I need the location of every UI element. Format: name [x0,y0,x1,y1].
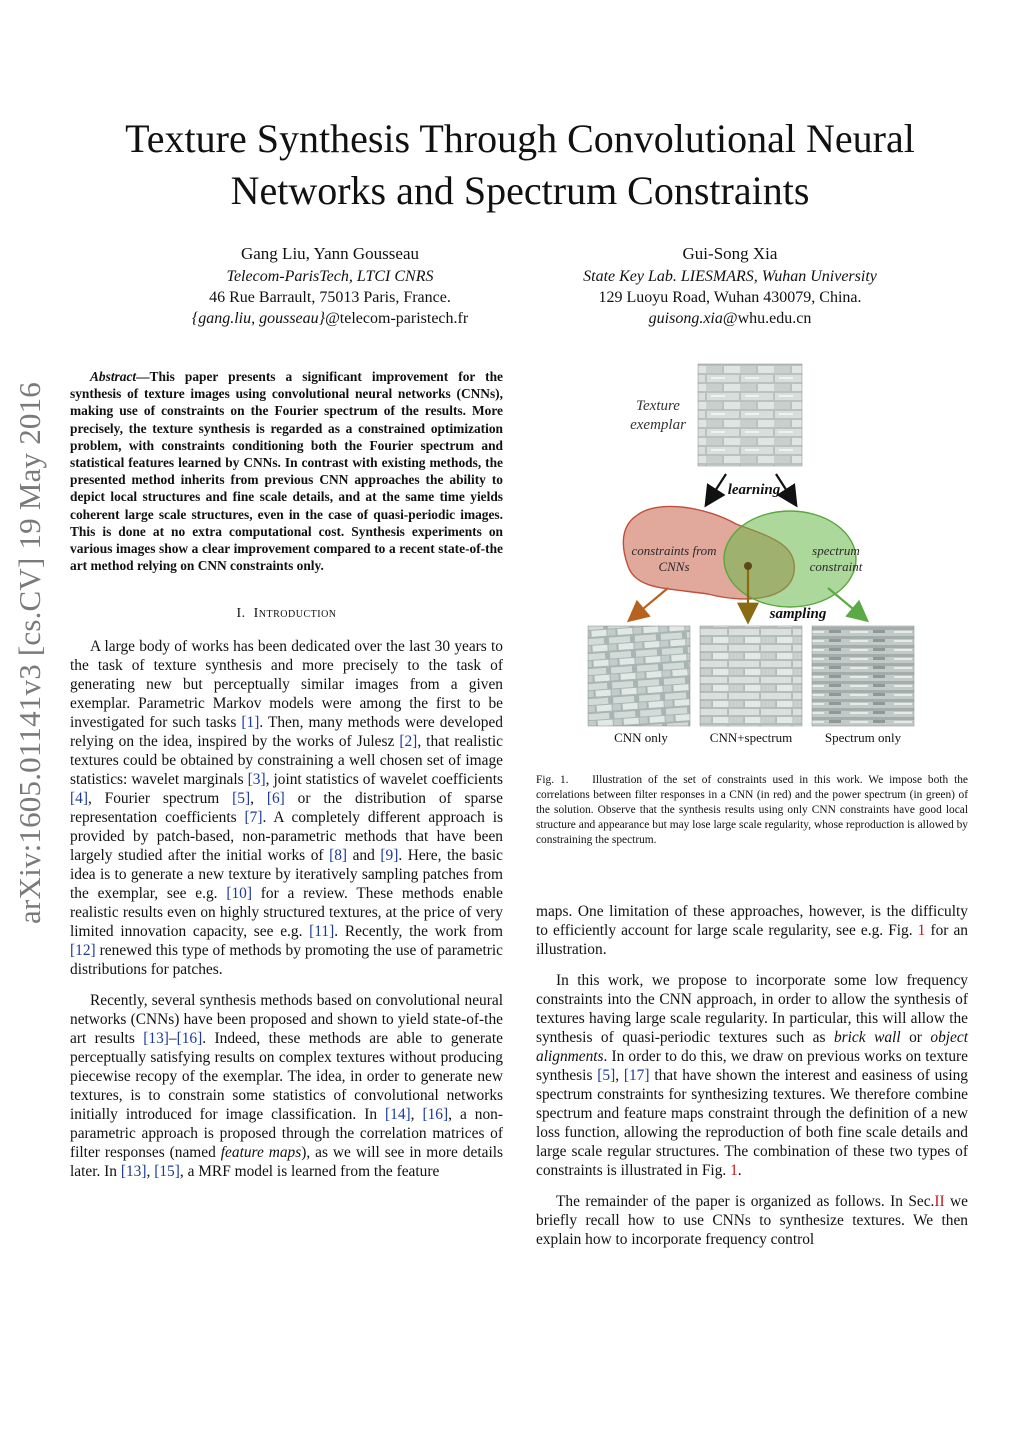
arxiv-identifier-stamp: arXiv:1605.01141v3 [cs.CV] 19 May 2016 [12,381,47,924]
right-paragraph-2: In this work, we propose to incorporate some low frequency constraints into the CNN approach, in order to allow the synthesis of textures having large scale regularity. In particular, this will allow the synthesis of quasi-periodic textures such as brick wall or object alignments. In order to do this, we draw on previous works on texture synthesis [5], [17] that have shown the interest and easiness of using spectrum constraints for synthesizing textures. We therefore combine spectrum and feature maps constraint through the definition of a new loss function, allowing the reproduction of both fine scale details and large scale regular structures. The combination of these two types of constraints is illustrated in Fig. 1. [536,972,968,1179]
abstract [70,368,503,574]
author-affiliation: Telecom-ParisTech, LTCI CNRS [226,268,434,285]
citation-link[interactable]: [5] [232,790,251,808]
section-title: Introduction [253,606,337,622]
citation-link[interactable]: [13] [143,1030,169,1048]
paper-title: Texture Synthesis Through Convolutional Neural Networks and Spectrum Constraints [125,115,915,213]
author-email [520,308,940,329]
intersection-dot [744,562,752,570]
citation-link[interactable]: [16] [422,1106,449,1124]
result-image-spectrum-only [812,626,914,726]
citation-link[interactable]: [1] [241,714,260,732]
citation-link[interactable]: [3] [247,771,266,789]
citation-link[interactable]: [8] [329,847,348,865]
caption-text: Illustration of the set of constraints used in this work. We impose both the correlations between filter responses in a CNN (in red) and the power spectrum (in green) of the solution. Observe that the synthesis results using only CNN constraints have good local structure and appearance but may lose large scale regularity, whose reproduction is allowed by constraining the spectrum. [536,774,968,846]
exemplar-label-line2: exemplar [630,417,686,433]
citation-link[interactable]: [2] [399,733,418,751]
citation-link[interactable]: [4] [70,790,88,808]
email-user: {gang.liu, gousseau} [191,310,326,327]
right-paragraph-1: maps. One limitation of these approaches, however, is the difficulty to efficiently account for large scale regularity, see e.g. Fig. 1 for an illustration. [536,903,969,958]
result-label-spectrum-only: Spectrum only [824,730,902,745]
abstract-dash: — [136,369,150,384]
intro-paragraph-1: A large body of works has been dedicated over the last 30 years to the task of texture synthesis and more precisely to the task of generating new but perceptually similar images from a given exemplar. Parametric Markov models were among the first to be investigated for such tasks [1]. Then, many methods were developed relying on the idea, inspired by the works of Julesz [2], that realistic textures could be obtained by constraining a well chosen set of image statistics: wavelet marginals [3], joint statistics of wavelet coefficients [4], Fourier spectrum [5], [6] or the distribution of sparse representation coefficients [7]. A completely different approach is provided by patch-based, non-parametric methods that have been largely studied after the initial works of [8] and [9]. Here, the basic idea is to generate a new texture by iteratively sampling patches from the exemplar, see e.g. [10] for a review. These methods enable realistic results even on highly structured textures, at the price of very limited innovation capacity, see e.g. [11]. Recently, the work from [12] renewed this type of methods by promoting the use of parametric distributions for patches. [70,638,504,979]
citation-link[interactable]: [13] [120,1163,147,1181]
author-email [120,308,540,329]
author-address: 129 Luoyu Road, Wuhan 430079, China. [598,289,862,306]
result-label-cnn-spectrum: CNN+spectrum [709,730,793,745]
citation-link[interactable]: [7] [244,809,263,827]
emphasis-term: feature maps [220,1144,302,1162]
citation-link[interactable]: [11] [309,923,335,941]
abstract-text: This paper presents a significant improvement for the synthesis of texture images using convolutional neural networks (CNNs), making use of constraints on the Fourier spectrum of the results. More precisely, the texture synthesis is regarded as a constrained optimization problem, with constraints conditioning both the Fourier spectrum and statistical features learned by CNNs. In contrast with existing methods, the presented method inherits from previous CNN approaches the ability to depict local structures and fine scale details, and at the same time yields coherent large scale structures, even in the case of quasi-periodic images. This is done at no extra computational cost. Synthesis experiments on various images show a clear improvement compared to a recent state-of-the art method relying on CNN constraints only. [70,369,503,574]
emphasis-term: brick wall [833,1029,901,1046]
email-user: guisong.xia [648,310,723,327]
section-number: I. [236,606,246,622]
result-image-cnn-only [588,626,690,726]
sampling-arrow-cnn [632,588,668,618]
left-column [70,368,503,1181]
email-domain: @telecom-paristech.fr [325,310,469,327]
email-domain: @whu.edu.cn [722,310,812,327]
section-heading-introduction [70,604,503,623]
spectrum-constraint-label-line1: spectrum [812,543,860,558]
sampling-label: sampling [769,606,827,622]
author-names: Gang Liu, Yann Gousseau [240,244,420,263]
author-block-right [520,242,940,329]
abstract-label: Abstract [90,369,137,384]
cnn-constraint-label-line1: constraints from [631,543,717,558]
caption-label: Fig. 1. [536,774,569,786]
texture-exemplar-image [698,364,802,466]
citation-link[interactable]: [6] [266,790,285,808]
citation-link[interactable]: [15] [154,1163,180,1181]
sampling-arrow-spectrum [828,588,864,618]
learning-arrow-left [708,474,726,502]
result-image-cnn-spectrum [700,626,802,726]
cnn-constraint-label-line2: CNNs [658,559,690,574]
author-address: 46 Rue Barrault, 75013 Paris, France. [209,289,451,306]
author-names: Gui-Song Xia [682,244,778,263]
citation-link[interactable]: [17] [623,1067,650,1084]
section-link[interactable]: II [934,1193,945,1210]
citation-link[interactable]: [14] [385,1106,411,1124]
spectrum-constraint-label-line2: constraint [809,559,863,574]
figure-1-diagram [536,356,968,756]
citation-link[interactable]: [10] [226,885,252,903]
exemplar-label-line1: Texture [636,398,680,414]
figure-caption [536,773,968,848]
figure-link[interactable]: 1 [730,1162,738,1179]
emphasis-term: object alignments [536,1029,968,1065]
citation-link[interactable]: [12] [70,942,96,960]
citation-link[interactable]: [16] [176,1030,203,1048]
right-column [536,902,968,1249]
result-label-cnn-only: CNN only [614,730,668,745]
citation-link[interactable]: [5] [597,1067,616,1084]
author-block-left [120,242,540,329]
figure-link[interactable]: 1 [917,922,926,939]
author-affiliation: State Key Lab. LIESMARS, Wuhan University [583,268,877,285]
right-paragraph-3: The remainder of the paper is organized as follows. In Sec.II we briefly recall how to use CNNs to synthesize textures. We then explain how to incorporate frequency control [536,1193,969,1248]
citation-link[interactable]: [9] [380,847,399,865]
intro-paragraph-2: Recently, several synthesis methods based on convolutional neural networks (CNNs) have been proposed and shown to yield state-of-the art results [13]–[16]. Indeed, these methods are able to generate perceptually satisfying results on complex textures without producing piecewise recopy of the exemplar. The idea, in order to generate new textures, is to constrain some statistics of convolutional networks initially introduced for image classification. In [14], [16], a non-parametric approach is proposed through the correlation matrices of filter responses (named feature maps), as we will see in more details later. In [13], [15], a MRF model is learned from the feature [70,992,503,1181]
learning-label: learning [727,482,781,498]
